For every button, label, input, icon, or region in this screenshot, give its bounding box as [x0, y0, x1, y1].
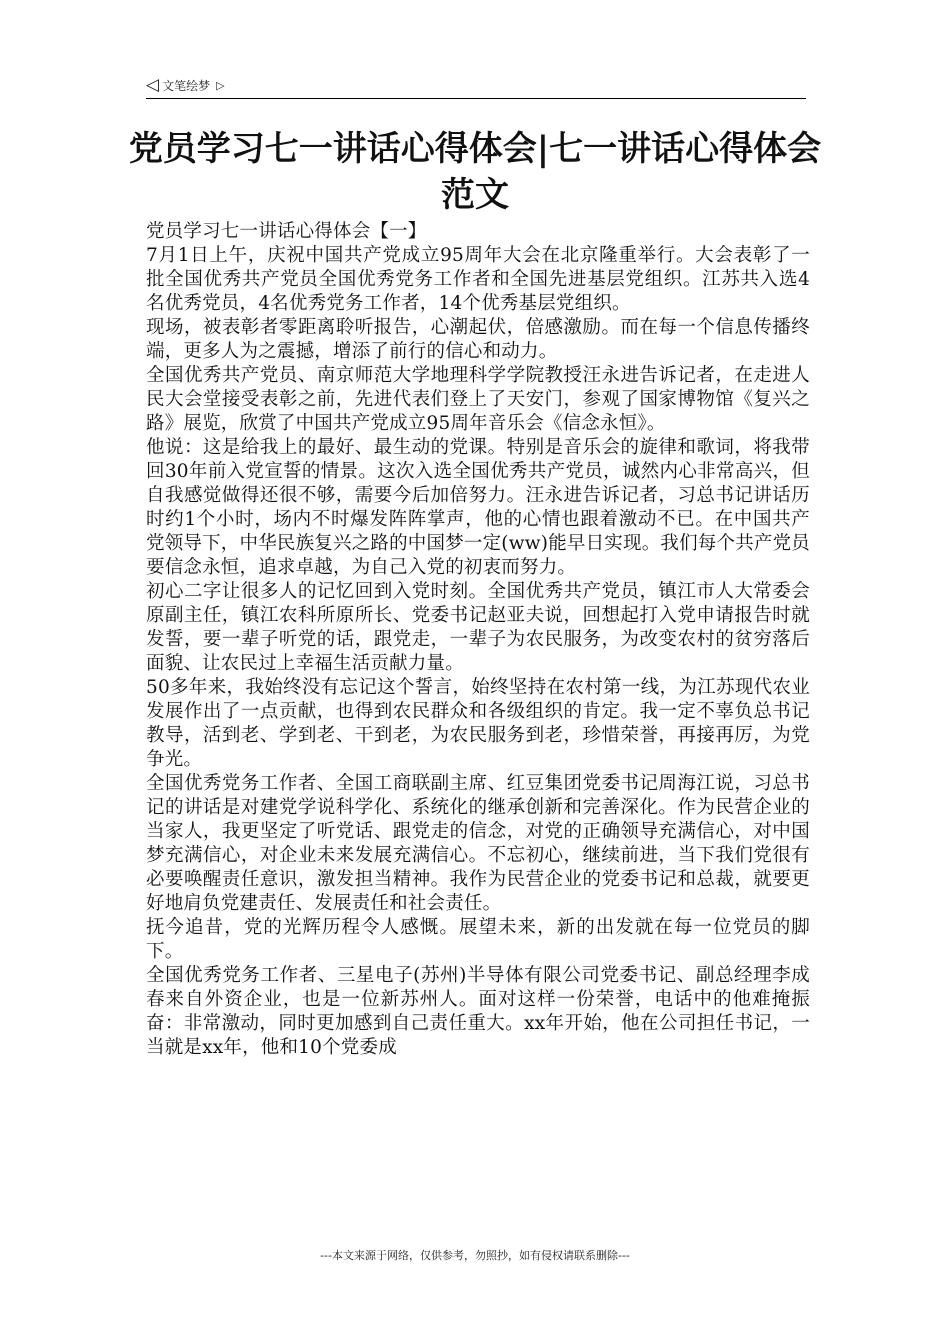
- page-footer-disclaimer: ---本文来源于网络，仅供参考，勿照抄，如有侵权请联系删除---: [320, 1249, 630, 1262]
- section-heading: 党员学习七一讲话心得体会【一】: [146, 221, 427, 242]
- paragraph: 现场，被表彰者零距离聆听报告，心潮起伏，倍感激励。而在每一个信息传播终端，更多人为之震撼，增添了前行的信心和动力。: [146, 317, 810, 362]
- paragraph: 抚今追昔，党的光辉历程令人感慨。展望未来，新的出发就在每一位党员的脚下。: [146, 917, 810, 962]
- header-label: 文笔绘梦: [162, 78, 211, 93]
- paragraph: 全国优秀党务工作者、全国工商联副主席、红豆集团党委书记周海江说，习总书记的讲话是对建党学说科学化、系统化的继承创新和完善深化。作为民营企业的当家人，我更坚定了听党话、跟党走的信念，对党的正确领导充满信心，对中国梦充满信心，对企业未来发展充满信心。不忘初心，继续前进，当下我们党很有必要唤醒责任意识，激发担当精神。我作为民营企业的党委书记和总裁，就要更好地肩负党建责任、发展责任和社会责任。: [146, 773, 810, 914]
- paragraph: 全国优秀共产党员、南京师范大学地理科学学院教授汪永进告诉记者，在走进人民大会堂接受表彰之前，先进代表们登上了天安门，参观了国家博物馆《复兴之路》展览，欣赏了中国共产党成立95周年音乐会《信念永恒》。: [146, 365, 810, 434]
- paragraph: 7月1日上午，庆祝中国共产党成立95周年大会在北京隆重举行。大会表彰了一批全国优秀共产党员全国优秀党务工作者和全国先进基层党组织。江苏共入选4名优秀党员，4名优秀党务工作者，14个优秀基层党组织。: [146, 245, 810, 314]
- paragraph: 初心二字让很多人的记忆回到入党时刻。全国优秀共产党员，镇江市人大常委会原副主任，镇江农科所原所长、党委书记赵亚夫说，回想起打入党申请报告时就发誓，要一辈子听党的话，跟党走，一辈子为农民服务，为改变农村的贫穷落后面貌、让农民过上幸福生活贡献力量。: [146, 581, 810, 674]
- paragraph: 50多年来，我始终没有忘记这个誓言，始终坚持在农村第一线，为江苏现代农业发展作出了一点贡献，也得到农民群众和各级组织的肯定。我一定不辜负总书记教导，活到老、学到老、干到老，为农民服务到老，珍惜荣誉，再接再厉，为党争光。: [146, 677, 810, 770]
- left-triangle-icon: ◁: [146, 74, 160, 95]
- paragraph: 全国优秀党务工作者、三星电子(苏州)半导体有限公司党委书记、副总经理李成春来自外资企业，也是一位新苏州人。面对这样一份荣誉，电话中的他难掩振奋：非常激动，同时更加感到自己责任重大。xx年开始，他在公司担任书记，一当就是xx年，他和10个党委成: [146, 965, 810, 1058]
- page-header: [146, 74, 225, 96]
- right-triangle-icon: ▷: [216, 78, 225, 92]
- paragraph: 他说：这是给我上的最好、最生动的党课。特别是音乐会的旋律和歌词，将我带回30年前入党宣誓的情景。这次入选全国优秀共产党员，诚然内心非常高兴，但自我感觉做得还很不够，需要今后加倍努力。汪永进告诉记者，习总书记讲话历时约1个小时，场内不时爆发阵阵掌声，他的心情也跟着激动不已。在中国共产党领导下，中华民族复兴之路的中国梦一定(ww)能早日实现。我们每个共产党员要信念永恒，追求卓越，为自己入党的初衷而努力。: [146, 437, 811, 578]
- document-title: 党员学习七一讲话心得体会|七一讲话心得体会范文: [128, 129, 822, 215]
- header-divider: [146, 98, 806, 99]
- document-body: [146, 220, 810, 1060]
